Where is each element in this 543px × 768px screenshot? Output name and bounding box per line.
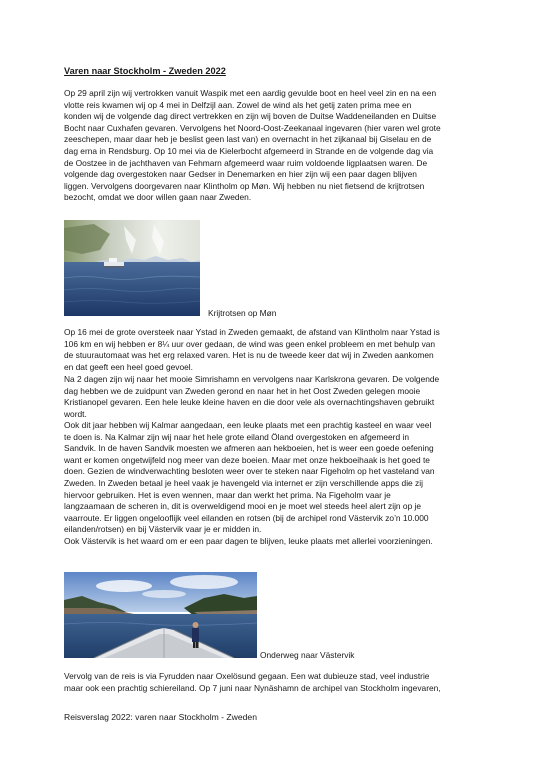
text-line: Ook Västervik is het waard om er een paar dagen te blijven, leuke plaats met allerlei voorzieningen. bbox=[64, 536, 433, 546]
paragraph-1 bbox=[64, 88, 488, 204]
paragraph-2 bbox=[64, 327, 488, 373]
text-line: vlotte reis kwamen wij op 4 mei in Delfzijl aan. Zowel de wind als het getij zaten prima mee en bbox=[64, 99, 412, 110]
page-footer: Reisverslag 2022: varen naar Stockholm - Zweden bbox=[64, 712, 257, 722]
paragraph-6 bbox=[64, 671, 488, 694]
text-line: doen. Gezien de windverwachting besloten weer over te steken naar Figeholm op het vasteland van bbox=[64, 466, 435, 477]
text-line: wordt. bbox=[64, 408, 87, 419]
paragraph-3 bbox=[64, 374, 488, 420]
text-line: Bocht naar Cuxhafen gevaren. Vervolgens het Noord-Oost-Zeekanaal ingevaren (hier varen wel grote bbox=[64, 122, 441, 133]
text-line: en dat geeft een heel goed gevoel. bbox=[64, 361, 193, 372]
text-line: want er komen ongetwijfeld nog meer van deze boeien. Maar met onze hekboeihaak is het goed te bbox=[64, 454, 430, 465]
vastervik-sailing-image bbox=[64, 572, 257, 658]
photo-caption-vastervik: Onderweg naar Västervik bbox=[260, 650, 355, 660]
paragraph-5 bbox=[64, 536, 488, 548]
text-line: 106 km en wij hebben er 8¼ uur over gedaan, de wind was geen enkel probleem en met behulp van bbox=[64, 338, 436, 349]
text-line: dag hebben we de zuidpunt van Zweden gerond en naar het in het Oost Zweden gelegen mooie bbox=[64, 385, 421, 396]
text-line: vaarroute. Er liggen ongelooflijk veel eilanden en rotsen (bij de archipel rond Västervik zo’n 10.000 bbox=[64, 512, 429, 523]
text-line: Sandvik. In de haven Sandvik moesten we afmeren aan hekboeien, het is weer een goede oefening bbox=[64, 443, 434, 454]
text-line: dag erna in Rendsburg. Op 10 mei via de Kielerbocht afgemeerd in Strande en de volgende dag via bbox=[64, 145, 434, 156]
text-line: Vervolg van de reis is via Fyrudden naar Oxelösund gegaan. Een wat dubieuze stad, veel industrie bbox=[64, 671, 430, 681]
photo-vastervik bbox=[64, 572, 257, 658]
text-line: Kristianopel gevaren. Een hele leuke kleine haven en die door vele als overnachtingshaven gebruikt bbox=[64, 397, 435, 408]
paragraph-4 bbox=[64, 420, 488, 536]
document-title: Varen naar Stockholm - Zweden 2022 bbox=[64, 66, 226, 76]
text-line: Op 29 april zijn wij vertrokken vanuit Waspik met een aardig gevulde boot en heel veel zin en na een bbox=[64, 88, 437, 98]
photo-caption-chalk-cliffs: Krijtrotsen op Møn bbox=[208, 308, 277, 318]
text-line: volgende dag overgestoken naar Gedser in Denemarken en hier zijn wij een paar dagen blijven bbox=[64, 169, 417, 180]
text-line: langzaamaan de scheren in, dit is overweldigend mooi en je moet wel steeds heel alert zijn op je bbox=[64, 501, 422, 512]
text-line: maar ook een prachtig schiereiland. Op 7 juni naar Nynäshamn de archipel van Stockholm ingevaren, bbox=[64, 682, 441, 693]
text-line: zeeschepen, maar daar heb je beslist geen last van) en overnacht in het zijkanaal bij Giselau en de bbox=[64, 134, 432, 145]
text-line: Ook dit jaar hebben wij Kalmar aangedaan, een leuke plaats met een prachtig kasteel en waar veel bbox=[64, 420, 432, 430]
text-line: Na 2 dagen zijn wij naar het mooie Simrishamn en vervolgens naar Karlskrona gevaren. De volgende bbox=[64, 374, 440, 384]
text-line: te doen is. Na Kalmar zijn wij naar het hele grote eiland Öland overgestoken en afgemeerd in bbox=[64, 431, 409, 442]
text-line: Op 16 mei de grote oversteek naar Ystad in Zweden gemaakt, de afstand van Klintholm naar Ystad is bbox=[64, 327, 440, 337]
text-line: eilanden/rotsen) en bij Västervik vaar je er midden in. bbox=[64, 524, 262, 535]
text-line: konden wij de volgende dag direct vertrekken en zijn wij boven de Duitse Waddeneilanden en Duitse bbox=[64, 111, 437, 122]
text-line: de stuurautomaat was het erg relaxed varen. Het is nu de tweede keer dat wij in Zweden aankomen bbox=[64, 350, 434, 361]
chalk-cliffs-image bbox=[64, 220, 200, 316]
text-line: bezocht, omdat we door willen gaan naar Zweden. bbox=[64, 192, 252, 203]
text-line: de Oostzee in de jachthaven van Fehmarn afgemeerd waar ruim voldoende ligplaatsen waren. De bbox=[64, 157, 428, 168]
text-line: liggen. Vervolgens doorgevaren naar Klintholm op Møn. Wij hebben nu niet fietsend de krijtrotsen bbox=[64, 180, 425, 191]
photo-chalk-cliffs bbox=[64, 220, 200, 316]
text-line: hiervoor gebruiken. Het is even wennen, maar dan werkt het prima. Na Figeholm vaar je bbox=[64, 489, 391, 500]
text-line: Zweden. In Zweden betaal je heel vaak je havengeld via internet er zijn verschillende apps die zij bbox=[64, 477, 423, 488]
